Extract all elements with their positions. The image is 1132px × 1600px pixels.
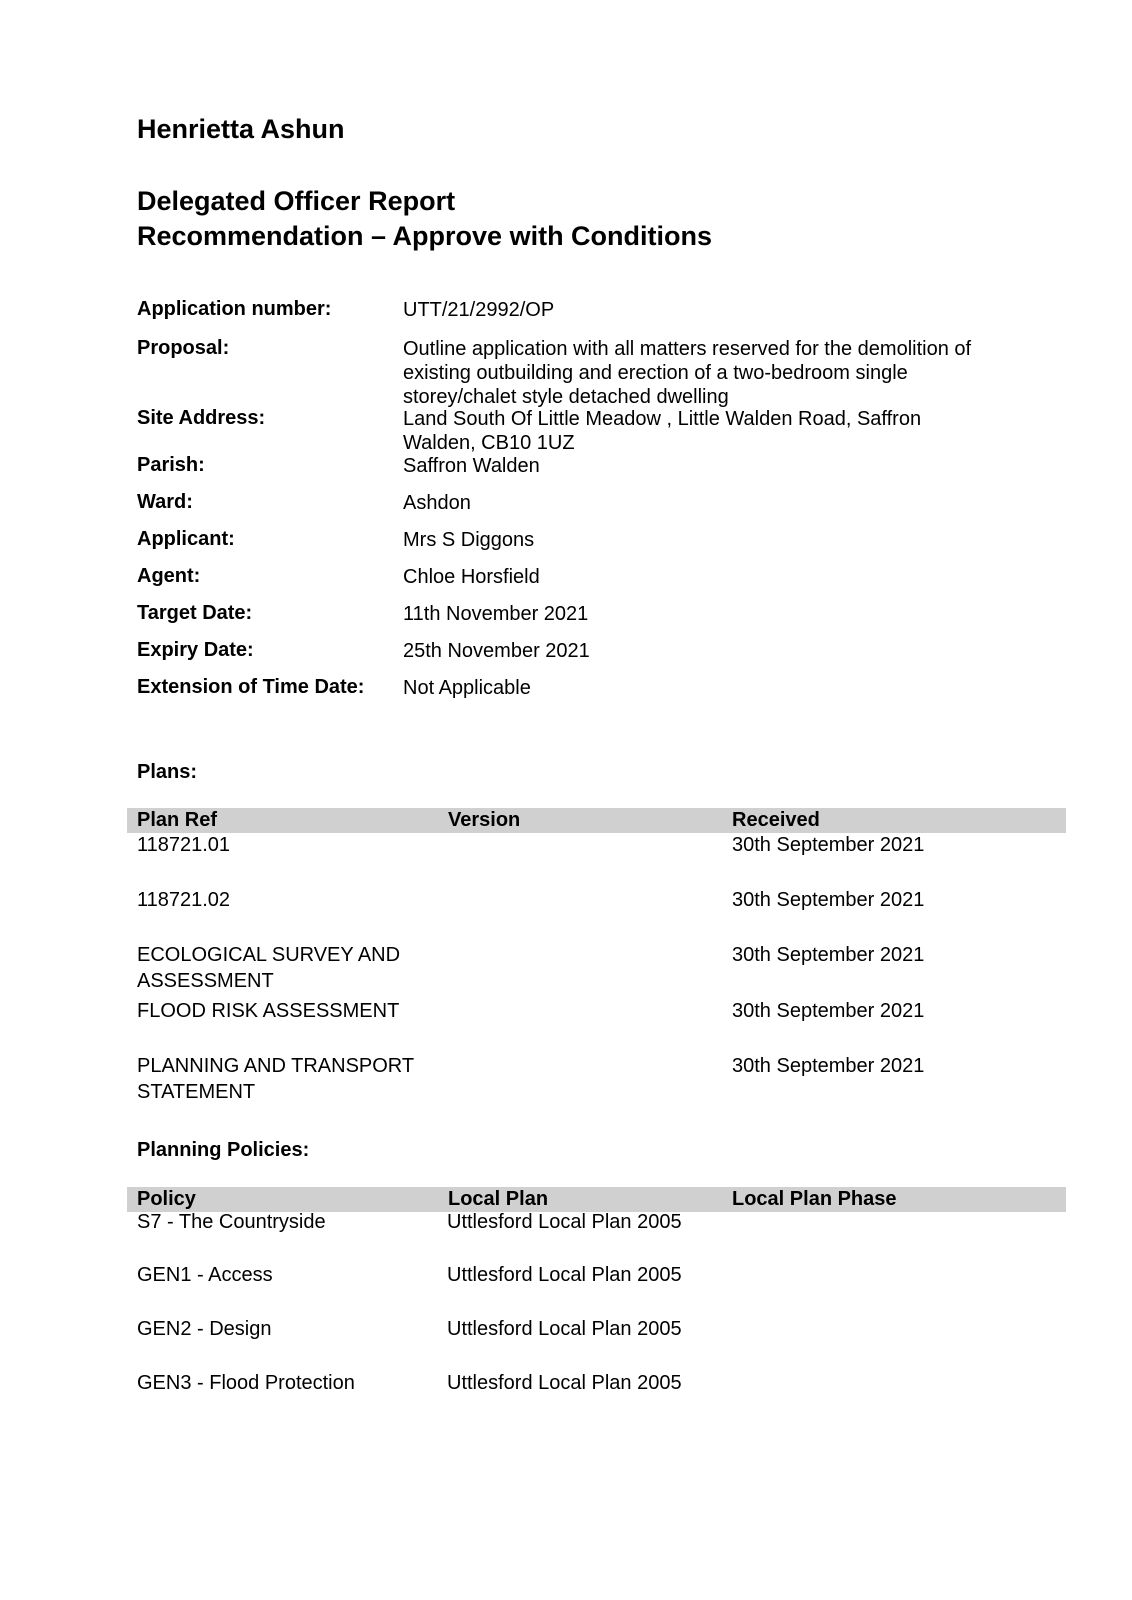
policy-cell: GEN3 - Flood Protection <box>137 1372 355 1394</box>
plans-heading: Plans: <box>137 761 198 783</box>
field-value-agent: Chloe Horsfield <box>403 566 540 588</box>
plan-ref-cell: FLOOD RISK ASSESSMENT <box>137 1000 400 1022</box>
field-value-target-date: 11th November 2021 <box>403 603 589 625</box>
local-plan-cell: Uttlesford Local Plan 2005 <box>447 1372 682 1394</box>
plan-ref-cell: 118721.01 <box>137 834 231 856</box>
field-label-site-address: Site Address: <box>137 407 266 429</box>
plan-received-cell: 30th September 2021 <box>732 1000 925 1022</box>
field-value-extension-date: Not Applicable <box>403 677 531 699</box>
policies-col-phase: Local Plan Phase <box>732 1188 897 1210</box>
policies-col-local-plan: Local Plan <box>448 1188 549 1210</box>
field-label-application-number: Application number: <box>137 298 332 320</box>
local-plan-cell: Uttlesford Local Plan 2005 <box>447 1264 682 1286</box>
field-value-expiry-date: 25th November 2021 <box>403 640 590 662</box>
policies-col-policy: Policy <box>137 1188 196 1210</box>
field-label-extension-date: Extension of Time Date: <box>137 676 365 698</box>
field-value-application-number: UTT/21/2992/OP <box>403 299 555 321</box>
report-title-line2: Recommendation – Approve with Conditions <box>137 221 713 251</box>
field-label-agent: Agent: <box>137 565 201 587</box>
plan-received-cell: 30th September 2021 <box>732 944 925 966</box>
field-value-ward: Ashdon <box>403 492 471 514</box>
field-value-proposal: Outline application with all matters reserved for the demolition of existing outbuilding and erection of a two-bedroom single storey/chalet style detached dwelling <box>403 338 972 408</box>
plans-col-received: Received <box>732 809 820 831</box>
field-label-expiry-date: Expiry Date: <box>137 639 254 661</box>
local-plan-cell: Uttlesford Local Plan 2005 <box>447 1211 682 1233</box>
policy-cell: GEN2 - Design <box>137 1318 272 1340</box>
field-label-target-date: Target Date: <box>137 602 253 624</box>
plan-ref-cell: 118721.02 <box>137 889 231 911</box>
report-title-line1: Delegated Officer Report <box>137 186 456 216</box>
plan-received-cell: 30th September 2021 <box>732 834 925 856</box>
field-label-parish: Parish: <box>137 454 205 476</box>
plan-ref-cell: PLANNING AND TRANSPORT STATEMENT <box>137 1055 414 1103</box>
policies-heading: Planning Policies: <box>137 1139 310 1161</box>
field-value-parish: Saffron Walden <box>403 455 540 477</box>
plans-col-version: Version <box>448 809 521 831</box>
field-label-applicant: Applicant: <box>137 528 235 550</box>
author-name: Henrietta Ashun <box>137 114 345 144</box>
plans-col-plan-ref: Plan Ref <box>137 809 218 831</box>
field-label-ward: Ward: <box>137 491 193 513</box>
plan-received-cell: 30th September 2021 <box>732 1055 925 1077</box>
policy-cell: S7 - The Countryside <box>137 1211 326 1233</box>
local-plan-cell: Uttlesford Local Plan 2005 <box>447 1318 682 1340</box>
plan-ref-cell: ECOLOGICAL SURVEY AND ASSESSMENT <box>137 944 401 992</box>
field-value-site-address: Land South Of Little Meadow , Little Walden Road, Saffron Walden, CB10 1UZ <box>403 408 922 454</box>
field-value-applicant: Mrs S Diggons <box>403 529 535 551</box>
report-title <box>137 184 712 254</box>
plan-received-cell: 30th September 2021 <box>732 889 925 911</box>
plans-table-header <box>127 808 1066 833</box>
field-label-proposal: Proposal: <box>137 337 230 359</box>
policy-cell: GEN1 - Access <box>137 1264 273 1286</box>
